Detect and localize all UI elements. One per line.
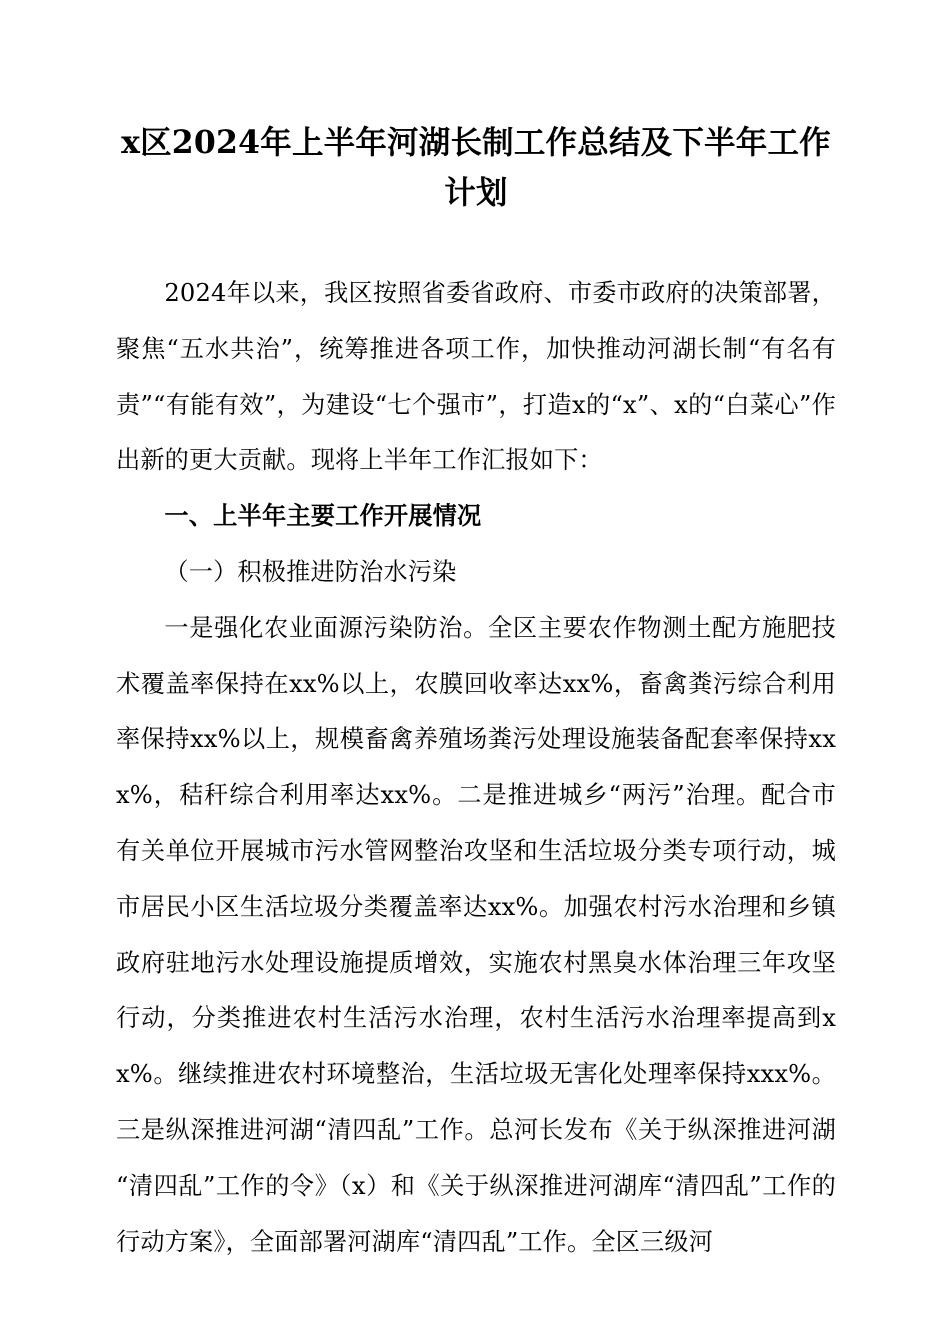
section-heading-one: 一、上半年主要工作开展情况 xyxy=(164,502,482,531)
subsection-heading-one-1: （一）积极推进防治水污染 xyxy=(164,557,457,586)
intro-paragraph: 2024年以来，我区按照省委省政府、市委市政府的决策部署，聚焦“五水共治”，统筹推进各项工作，加快推动河湖长制“有名有责”“有能有效”，为建设“七个强市”，打造x的“x”、x的“白菜心”作出新的更大贡献。现将上半年工作汇报如下： xyxy=(116,279,836,475)
title-spacer xyxy=(116,218,836,266)
document-title: x区2024年上半年河湖长制工作总结及下半年工作计划 xyxy=(121,124,831,211)
document-content xyxy=(116,118,836,1270)
body-paragraph-water-pollution: 一是强化农业面源污染防治。全区主要农作物测土配方施肥技术覆盖率保持在xx%以上，农膜回收率达xx%，畜禽粪污综合利用率保持xx%以上，规模畜禽养殖场粪污处理设施装备配套率保持xxx%，秸秆综合利用率达xx%。二是推进城乡“两污”治理。配合市有关单位开展城市污水管网整治攻坚和生活垃圾分类专项行动，城市居民小区生活垃圾分类覆盖率达xx%。加强农村污水治理和乡镇政府驻地污水处理设施提质增效，实施农村黑臭水体治理三年攻坚行动，分类推进农村生活污水治理，农村生活污水治理率提高到xx%。继续推进农村环境整治，生活垃圾无害化处理率保持xxx%。三是纵深推进河湖“清四乱”工作。总河长发布《关于纵深推进河湖“清四乱”工作的令》（x）和《关于纵深推进河湖库“清四乱”工作的行动方案》，全面部署河湖库“清四乱”工作。全区三级河 xyxy=(116,613,836,1256)
